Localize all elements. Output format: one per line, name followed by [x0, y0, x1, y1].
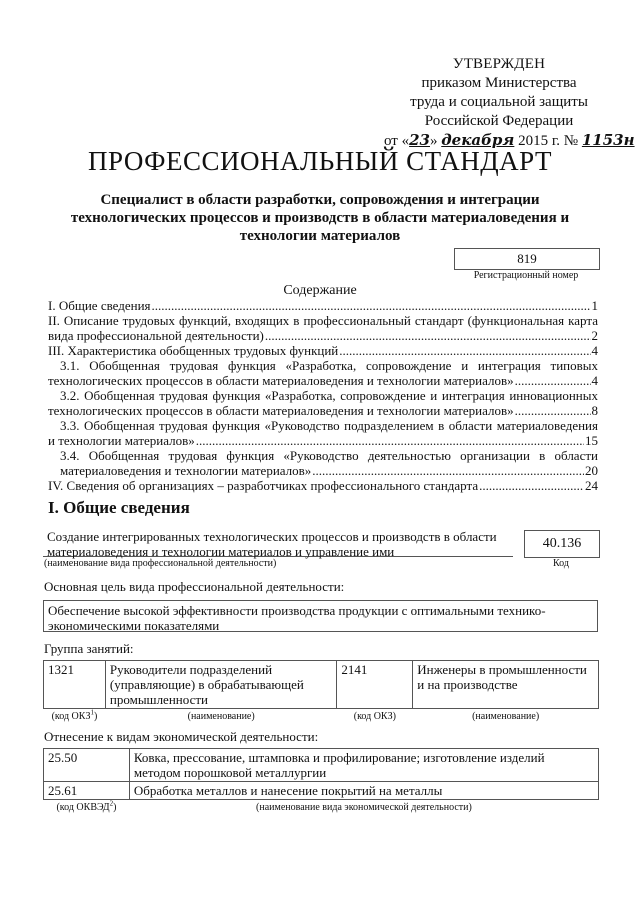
- toc-heading: Содержание: [283, 283, 357, 298]
- registration-number-label: Регистрационный номер: [473, 270, 579, 281]
- toc-item[interactable]: IV. Сведения об организациях – разработчиках профессионального стандарта ..... 24: [48, 478, 598, 493]
- section-heading: I. Общие сведения: [48, 498, 190, 517]
- approval-status: УТВЕРЖДЕН: [452, 56, 546, 72]
- economic-activity-table: [43, 748, 599, 816]
- okz-code-caption-2: (код ОКЗ): [353, 711, 396, 722]
- okved-code-caption: (код ОКВЭД$^2$): [56, 799, 117, 813]
- handwritten-order-number: 1153н: [581, 131, 635, 149]
- table-row: [44, 782, 599, 800]
- toc-item[interactable]: III. Характеристика обобщенных трудовых функций ..... 4: [48, 343, 598, 358]
- approval-line-3: Российской Федерации: [424, 113, 574, 129]
- okved-name-caption: (наименование вида экономической деятельности): [256, 802, 472, 813]
- table-row: [44, 661, 599, 709]
- okz-name-caption: (наименование): [187, 711, 255, 722]
- toc-item[interactable]: II. Описание трудовых функций, входящих в профессиональный стандарт (функциональная карта вида профессиональной деятельности) ..... 2: [48, 313, 598, 343]
- registration-number-box: 819: [454, 248, 600, 270]
- document-title: ПРОФЕССИОНАЛЬНЫЙ СТАНДАРТ: [87, 146, 553, 176]
- okz-code-caption: (код ОКЗ$^1$): [51, 708, 98, 722]
- handwritten-day: 23: [409, 131, 430, 149]
- caption-row: [44, 800, 599, 817]
- activity-kind-field: Создание интегрированных технологических процессов и производств в области материаловедения и технологии материалов и управление ими: [43, 527, 513, 557]
- approval-line-2: труда и социальной защиты: [410, 94, 588, 110]
- caption-row: [44, 709, 599, 726]
- goal-label: Основная цель вида профессиональной деятельности:: [44, 579, 345, 594]
- okved-name-cell: Ковка, прессование, штамповка и профилирование; изготовление изделий методом порошковой металлургии: [129, 749, 598, 782]
- okz-name-caption-2: (наименование): [472, 711, 540, 722]
- activity-code-box: 40.136: [524, 530, 600, 558]
- occupation-table: [43, 660, 599, 725]
- toc-item[interactable]: 3.1. Обобщенная трудовая функция «Разработка, сопровождение и интеграция типовых технологических процессов в области материаловедения и технологии материалов» ..... 4: [48, 358, 598, 388]
- activity-kind-caption: (наименование вида профессиональной деятельности): [44, 558, 277, 569]
- handwritten-month: декабря: [441, 131, 515, 149]
- occupation-group-label: Группа занятий:: [44, 641, 134, 656]
- approval-block: [384, 55, 635, 151]
- toc-item[interactable]: 3.2. Обобщенная трудовая функция «Разработка, сопровождение и интеграция инновационных технологических процессов в области материаловедения и технологии материалов» ..... 8: [48, 388, 598, 418]
- table-row: [44, 749, 599, 782]
- table-of-contents: [48, 298, 598, 493]
- okz-code-cell: 2141: [337, 661, 413, 709]
- okz-name-cell: Руководители подразделений (управляющие) в обрабатывающей промышленности: [105, 661, 337, 709]
- okz-code-cell: 1321: [44, 661, 106, 709]
- okved-code-cell: 25.61: [44, 782, 130, 800]
- toc-item[interactable]: 3.3. Обобщенная трудовая функция «Руководство подразделением в области материаловедения и технологии материалов» ..... 15: [48, 418, 598, 448]
- okz-name-cell: Инженеры в промышленности и на производстве: [413, 661, 599, 709]
- economic-activity-label: Отнесение к видам экономической деятельности:: [44, 729, 319, 744]
- toc-item[interactable]: I. Общие сведения ..... 1: [48, 298, 598, 313]
- document-subtitle: Специалист в области разработки, сопровождения и интеграции технологических процессов и производств в области материаловедения и технологии материалов: [70, 192, 570, 244]
- date-prefix: от «: [384, 133, 410, 149]
- approval-line-1: приказом Министерства: [421, 75, 577, 91]
- date-year: 2015 г. №: [514, 133, 579, 149]
- okved-name-cell: Обработка металлов и нанесение покрытий на металлы: [129, 782, 598, 800]
- toc-item[interactable]: 3.4. Обобщенная трудовая функция «Руководство деятельностью организации в области материаловедения и технологии материалов» ..... 20: [48, 448, 598, 478]
- goal-field: Обеспечение высокой эффективности производства продукции с оптимальными технико-экономическими показателями: [43, 600, 598, 632]
- code-caption: Код: [553, 558, 569, 569]
- okved-code-cell: 25.50: [44, 749, 130, 782]
- date-mid: »: [429, 133, 442, 149]
